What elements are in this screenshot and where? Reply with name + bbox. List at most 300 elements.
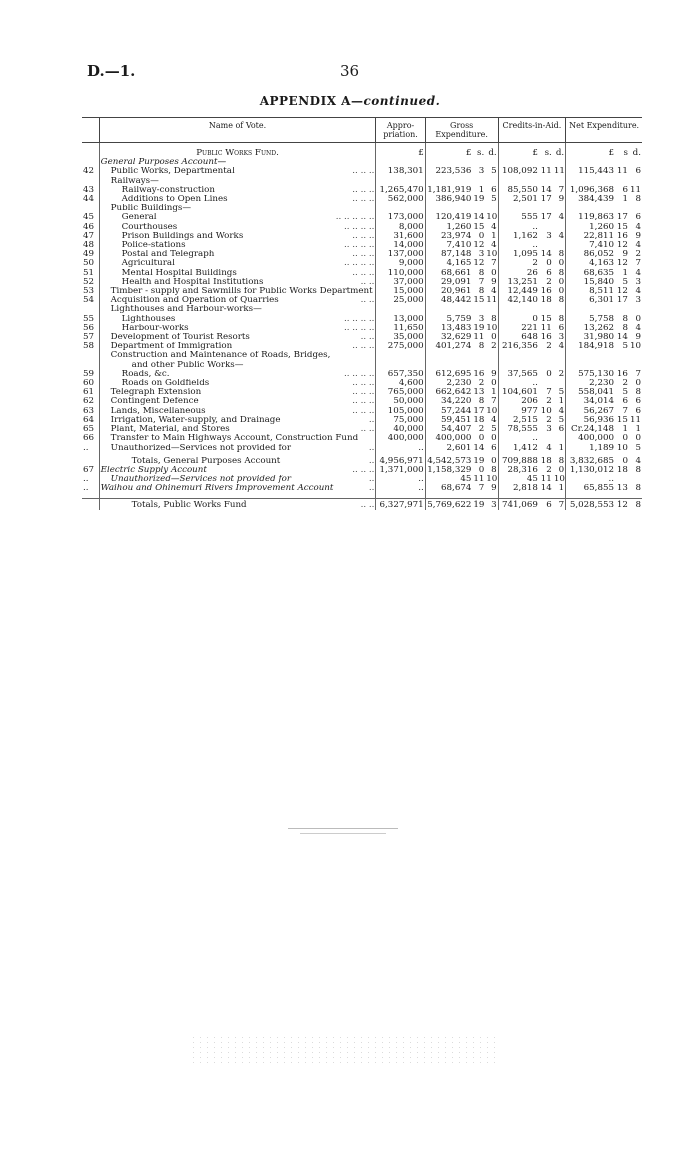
credits-pence-cell: 1 xyxy=(558,484,565,494)
leader-dots: .. .. .. .. xyxy=(344,241,375,251)
net-pounds-cell: 1,130,012 xyxy=(566,466,615,475)
net-pounds-cell: 56,936 xyxy=(566,416,615,425)
net-pounds-cell: 31,980 xyxy=(566,333,615,342)
net-shillings-cell: 5 xyxy=(622,388,628,398)
net-shillings-cell: 9 xyxy=(622,250,628,260)
appropriation-cell: 1,265,470 xyxy=(376,186,425,195)
gross-shillings-cell: 15 xyxy=(473,296,485,306)
net-pounds-cell: 558,041 xyxy=(566,388,615,397)
net-shillings-cell xyxy=(615,158,629,167)
net-shillings-cell: 15 xyxy=(616,415,628,425)
gross-pounds-cell xyxy=(425,305,472,314)
credits-shillings-cell: 7 xyxy=(546,388,552,398)
credits-shillings-cell: 18 xyxy=(540,456,552,466)
net-shillings-cell: 12 xyxy=(616,241,628,251)
credits-pence-cell: 5 xyxy=(558,388,565,398)
appropriation-cell: 765,000 xyxy=(376,388,425,397)
credits-pence-cell: 4 xyxy=(558,406,565,416)
net-shillings-cell: 7 xyxy=(622,406,628,416)
unit-label: s xyxy=(623,148,628,158)
table-header-row xyxy=(82,118,642,143)
net-shillings-cell xyxy=(615,204,629,213)
table-row xyxy=(82,388,642,397)
appropriation-cell xyxy=(376,351,425,360)
net-shillings-cell: 0 xyxy=(622,434,628,444)
credits-shillings-cell: 2 xyxy=(546,397,552,407)
net-shillings-cell: 16 xyxy=(616,369,628,379)
appropriation-cell: 275,000 xyxy=(376,342,425,351)
gross-shillings-cell: 7 xyxy=(478,484,485,494)
appropriation-cell xyxy=(376,158,425,167)
net-pence-cell: 2 xyxy=(635,250,641,260)
vote-name-text: Electric Supply Account xyxy=(100,465,207,475)
credits-pence-cell xyxy=(553,361,566,370)
leader-dots: .. .. .. xyxy=(352,250,375,260)
credits-pence-cell: 4 xyxy=(558,213,565,223)
gross-shillings-cell: 17 xyxy=(473,406,485,416)
appropriation-cell: 110,000 xyxy=(376,269,425,278)
gross-shillings-cell: 14 xyxy=(473,213,485,223)
credits-pounds-cell: 0 xyxy=(498,315,539,324)
net-shillings-cell: 18 xyxy=(616,465,628,475)
credits-pounds-cell xyxy=(498,204,539,213)
vote-name xyxy=(99,204,376,213)
vote-name-text: Transfer to Main Highways Account, Construction Fund xyxy=(110,434,359,444)
net-pence-cell: 3 xyxy=(635,296,641,306)
credits-pounds-cell: 2 xyxy=(498,259,539,268)
credits-shillings-cell: 10 xyxy=(540,406,552,416)
credits-pounds-cell: 216,356 xyxy=(498,342,539,351)
gross-shillings-cell: 3 xyxy=(478,250,485,260)
vote-name xyxy=(99,351,376,360)
table-row xyxy=(82,305,642,314)
credits-pounds-cell: 26 xyxy=(498,269,539,278)
table-row xyxy=(82,158,642,167)
unit-label: £ xyxy=(425,143,472,159)
credits-pence-cell: 2 xyxy=(558,369,565,379)
vote-name xyxy=(99,158,376,167)
gross-pence-cell: 0 xyxy=(491,379,497,389)
net-pence-cell: 4 xyxy=(635,222,641,232)
gross-pence-cell: 5 xyxy=(491,195,497,205)
credits-pence-cell: 8 xyxy=(558,456,565,466)
closing-rule xyxy=(288,828,398,829)
gross-pence-cell: 5 xyxy=(491,425,497,435)
table-row xyxy=(82,397,642,406)
vote-name xyxy=(99,287,376,296)
credits-pence-cell: 1 xyxy=(558,397,565,407)
credits-pounds-cell: 2,501 xyxy=(498,195,539,204)
table-row xyxy=(82,416,642,425)
gross-pounds-cell xyxy=(425,204,472,213)
table-row xyxy=(82,195,642,204)
gross-shillings-cell: 18 xyxy=(473,415,485,425)
credits-pounds-cell: 1,095 xyxy=(498,250,539,259)
net-pence-cell: 0 xyxy=(635,434,641,444)
net-pence-cell: 6 xyxy=(635,406,641,416)
gross-pounds-cell: 223,536 xyxy=(425,167,472,176)
gross-shillings-cell: 3 xyxy=(478,167,485,177)
gross-pence-cell: 8 xyxy=(491,314,497,324)
vote-name-text: Development of Tourist Resorts xyxy=(110,333,250,343)
vote-number: 63 xyxy=(83,406,95,416)
credits-pounds-cell: 648 xyxy=(498,333,539,342)
gross-shillings-cell: 11 xyxy=(473,475,485,485)
vote-number xyxy=(82,498,99,510)
gross-pounds-cell: 4,542,573 xyxy=(427,456,472,466)
appropriation-cell: 31,600 xyxy=(376,232,425,241)
unit-label: d. xyxy=(555,148,565,158)
gross-pounds-cell: 20,961 xyxy=(425,287,472,296)
table-row xyxy=(82,177,642,186)
gross-pence-cell: 4 xyxy=(491,287,497,297)
credits-pence-cell xyxy=(553,204,566,213)
net-shillings-cell: 12 xyxy=(616,259,628,269)
unit-label: £ xyxy=(376,143,425,159)
vote-number: 56 xyxy=(83,323,95,333)
gross-pence-cell: 10 xyxy=(486,250,498,260)
net-pounds-cell: 86,052 xyxy=(566,250,615,259)
gross-shillings-cell: 16 xyxy=(473,369,485,379)
leader-dots: .. .. .. xyxy=(352,342,375,352)
gross-pence-cell: 10 xyxy=(486,475,498,485)
credits-pence-cell: 0 xyxy=(558,277,565,287)
credits-pence-cell xyxy=(553,241,566,250)
net-shillings-cell: 1 xyxy=(622,425,628,435)
vote-name xyxy=(99,241,376,250)
table-row xyxy=(82,351,642,360)
credits-pence-cell: 8 xyxy=(558,314,565,324)
credits-shillings-cell: 3 xyxy=(546,425,552,435)
gross-pence-cell: 7 xyxy=(491,397,497,407)
table-row xyxy=(82,370,642,379)
table-row xyxy=(82,204,642,213)
leader-dots: .. .. .. xyxy=(352,379,375,389)
unit-label: s. xyxy=(477,148,485,158)
gross-pounds-cell: 23,974 xyxy=(425,232,472,241)
leader-dots: .. .. xyxy=(360,499,375,510)
net-pence-cell: 11 xyxy=(629,185,642,195)
credits-pounds-cell: 108,092 xyxy=(498,167,539,176)
credits-shillings-cell: 3 xyxy=(546,231,552,241)
credits-pounds-cell: 13,251 xyxy=(498,278,539,287)
title-continued: continued. xyxy=(363,94,441,108)
vote-name xyxy=(99,305,376,314)
leader-dots: .. .. .. xyxy=(352,465,375,475)
net-pence-cell: 6 xyxy=(635,213,641,223)
gross-pence-cell: 0 xyxy=(491,268,497,278)
net-shillings-cell: 5 xyxy=(622,277,628,287)
appropriation-cell: 15,000 xyxy=(376,287,425,296)
credits-pence-cell: 4 xyxy=(558,342,565,352)
vote-number: 54 xyxy=(83,296,95,306)
net-pounds-cell xyxy=(566,305,615,314)
gross-pence-cell: 6 xyxy=(491,443,497,453)
net-pounds-cell: 34,014 xyxy=(566,397,615,406)
credits-pounds-cell: 1,162 xyxy=(498,232,539,241)
credits-pence-cell xyxy=(553,177,566,186)
credits-shillings-cell: 6 xyxy=(539,498,553,510)
vote-name-text: Totals, Public Works Fund xyxy=(131,499,247,510)
document-code: D.—1. xyxy=(87,62,136,80)
credits-pence-cell: 1 xyxy=(558,443,565,453)
leader-dots: .. .. xyxy=(360,296,375,306)
net-pence-cell: 5 xyxy=(635,443,641,453)
fund-heading: Public Works Fund. xyxy=(99,143,376,159)
appendix-title: APPENDIX A—continued. xyxy=(259,94,441,108)
credits-shillings-cell: 6 xyxy=(546,268,552,278)
appropriation-cell: .. xyxy=(376,484,425,493)
vote-name-text: Additions to Open Lines xyxy=(121,195,228,205)
vote-name-text: Railway-construction xyxy=(121,185,215,195)
gross-shillings-cell xyxy=(472,351,485,360)
vote-name xyxy=(99,388,376,397)
gross-shillings-cell: 12 xyxy=(473,241,485,251)
gross-shillings-cell: 19 xyxy=(473,499,485,510)
credits-shillings-cell xyxy=(539,434,553,443)
gross-pounds-cell: 2,230 xyxy=(425,379,472,388)
net-pence-cell: 11 xyxy=(629,415,642,425)
net-pounds-cell: 384,439 xyxy=(566,195,615,204)
credits-shillings-cell: 4 xyxy=(546,443,552,453)
page-speckle xyxy=(190,1035,500,1063)
credits-pence-cell xyxy=(553,305,566,314)
gross-pounds-cell: 48,442 xyxy=(425,296,472,305)
net-pounds-cell: 1,260 xyxy=(566,223,615,232)
net-shillings-cell: 8 xyxy=(622,323,628,333)
vote-name xyxy=(99,259,376,268)
vote-name-text: Totals, General Purposes Account xyxy=(131,456,281,466)
vote-name-text: Contingent Defence xyxy=(110,397,199,407)
table-row xyxy=(82,296,642,305)
gross-pounds-cell: 68,674 xyxy=(425,484,472,493)
vote-name xyxy=(99,232,376,241)
credits-pounds-cell: 12,449 xyxy=(498,287,539,296)
gross-pence-cell xyxy=(485,158,498,167)
credits-shillings-cell: 2 xyxy=(546,465,552,475)
net-pounds-cell: 400,000 xyxy=(566,434,615,443)
gross-pence-cell: 4 xyxy=(491,241,497,251)
gross-shillings-cell: 19 xyxy=(473,195,485,205)
credits-pence-cell: 8 xyxy=(558,268,565,278)
gross-shillings-cell xyxy=(472,158,485,167)
gross-shillings-cell: 8 xyxy=(478,268,485,278)
vote-name xyxy=(99,167,376,176)
net-pence-cell: 8 xyxy=(635,195,641,205)
gross-pence-cell: 6 xyxy=(491,185,497,195)
net-shillings-cell xyxy=(615,177,629,186)
vote-name-text: Harbour-works xyxy=(121,323,189,333)
net-pounds-cell: 575,130 xyxy=(566,370,615,379)
table-row xyxy=(82,186,642,195)
credits-pounds-cell: 28,316 xyxy=(498,466,539,475)
appropriation-cell: 35,000 xyxy=(376,333,425,342)
credits-pence-cell xyxy=(553,351,566,360)
credits-shillings-cell: 0 xyxy=(546,369,552,379)
credits-shillings-cell xyxy=(539,305,553,314)
vote-name xyxy=(99,434,376,443)
vote-number: .. xyxy=(83,443,89,453)
vote-name xyxy=(99,397,376,406)
vote-name-text: Courthouses xyxy=(121,222,178,232)
name-of-vote-header: Name of Vote. xyxy=(99,118,376,143)
table-row xyxy=(82,278,642,287)
leader-dots: .. .. .. xyxy=(352,167,375,177)
credits-shillings-cell xyxy=(539,158,553,167)
credits-shillings-cell: 0 xyxy=(546,259,552,269)
net-pence-cell: 6 xyxy=(635,397,641,407)
credits-pounds-cell: 104,601 xyxy=(498,388,539,397)
credits-pounds-cell xyxy=(498,177,539,186)
credits-pounds-cell: 78,555 xyxy=(498,425,539,434)
net-pence-cell: 4 xyxy=(635,323,641,333)
vote-name-text: Mental Hospital Buildings xyxy=(121,268,237,278)
net-shillings-cell: 6 xyxy=(622,397,628,407)
gross-pence-cell: 0 xyxy=(491,456,497,466)
vote-name-text: Agricultural xyxy=(121,259,175,269)
appropriation-cell: 25,000 xyxy=(376,296,425,305)
table-row xyxy=(82,407,642,416)
vote-number: 51 xyxy=(83,268,95,278)
vote-number: 44 xyxy=(83,195,95,205)
appropriation-table xyxy=(82,117,642,510)
vote-name-text: Department of Immigration xyxy=(110,342,233,352)
vote-name-text: Prison Buildings and Works xyxy=(121,231,244,241)
vote-number: 53 xyxy=(83,287,95,297)
gross-pounds-cell: 34,220 xyxy=(425,397,472,406)
table-row xyxy=(82,287,642,296)
gross-shillings-cell: 14 xyxy=(473,443,485,453)
table-row xyxy=(82,484,642,493)
leader-dots: .. .. .. xyxy=(352,231,375,241)
vote-number: 62 xyxy=(83,397,95,407)
vote-number: 60 xyxy=(83,379,95,389)
credits-shillings-cell: 11 xyxy=(540,323,552,333)
net-shillings-cell: 17 xyxy=(616,296,628,306)
leader-dots: .. .. xyxy=(360,425,375,435)
gross-shillings-cell: 2 xyxy=(478,425,485,435)
vote-number xyxy=(82,305,99,314)
net-shillings-cell xyxy=(615,361,629,370)
vote-name xyxy=(99,466,376,475)
table-row xyxy=(82,457,642,466)
leader-dots: .. .. .. xyxy=(352,195,375,205)
vote-name-text: Health and Hospital Institutions xyxy=(121,277,264,287)
gross-pence-cell: 1 xyxy=(491,231,497,241)
vote-number: 50 xyxy=(83,259,95,269)
vote-name-text: Roads, &c. xyxy=(121,369,170,379)
vote-number xyxy=(82,177,99,186)
credits-pence-cell: 6 xyxy=(558,425,565,435)
leader-dots: .. .. .. .. xyxy=(344,369,375,379)
net-shillings-cell: 10 xyxy=(616,443,628,453)
vote-name-text: Unauthorized—Services not provided for xyxy=(110,443,292,453)
credits-pounds-cell: 741,069 xyxy=(498,498,539,510)
vote-name xyxy=(99,425,376,434)
credits-pounds-cell: 45 xyxy=(498,475,539,484)
vote-number: 67 xyxy=(83,465,95,475)
gross-pounds-cell: 400,000 xyxy=(425,434,472,443)
vote-number: 47 xyxy=(83,231,95,241)
gross-pounds-cell: 5,759 xyxy=(425,315,472,324)
net-pounds-cell xyxy=(566,177,615,186)
vote-name xyxy=(99,324,376,333)
net-pounds-cell: 56,267 xyxy=(566,407,615,416)
credits-pounds-cell: 2,515 xyxy=(498,416,539,425)
gross-pounds-cell xyxy=(425,361,472,370)
appropriation-cell: 37,000 xyxy=(376,278,425,287)
gross-shillings-cell: 19 xyxy=(473,456,485,466)
vote-name-text: Timber - supply and Sawmills for Public Works Department xyxy=(110,287,373,297)
credits-pence-cell xyxy=(553,223,566,232)
vote-name xyxy=(99,177,376,186)
gross-pence-cell: 10 xyxy=(486,213,498,223)
vote-name-text: General xyxy=(121,213,157,223)
appropriation-cell: 14,000 xyxy=(376,241,425,250)
gross-pence-cell: 4 xyxy=(491,222,497,232)
vote-name xyxy=(99,498,376,510)
net-pence-cell: 7 xyxy=(635,259,641,269)
table-row xyxy=(82,498,642,510)
gross-pounds-cell: 45 xyxy=(425,475,472,484)
vote-name xyxy=(99,379,376,388)
gross-shillings-cell: 11 xyxy=(473,333,485,343)
gross-pounds-cell: 1,158,329 xyxy=(427,465,472,475)
net-pence-cell: 4 xyxy=(635,268,641,278)
credits-pence-cell: 9 xyxy=(558,195,565,205)
net-pounds-cell: 22,811 xyxy=(566,232,615,241)
credits-pounds-cell: 2,818 xyxy=(498,484,539,493)
net-pence-cell: 4 xyxy=(635,287,641,297)
unit-label: s. xyxy=(544,148,552,158)
net-shillings-cell: 11 xyxy=(616,167,628,177)
table-row xyxy=(82,333,642,342)
credits-shillings-cell: 2 xyxy=(546,415,552,425)
gross-shillings-cell: 1 xyxy=(478,185,485,195)
net-pence-cell: 6 xyxy=(635,167,641,177)
leader-dots: .. .. .. .. xyxy=(344,323,375,333)
appropriation-cell: .. xyxy=(376,444,425,453)
vote-number: 48 xyxy=(83,241,95,251)
credits-in-aid-header: Credits-in-Aid. xyxy=(498,118,566,143)
net-pounds-cell: Cr.24,148 xyxy=(566,425,615,434)
vote-name xyxy=(99,457,376,466)
table-row xyxy=(82,466,642,475)
table-row xyxy=(82,379,642,388)
gross-pounds-cell: 68,661 xyxy=(425,269,472,278)
gross-pence-cell xyxy=(485,305,498,314)
net-pounds-cell: 5,028,553 xyxy=(566,498,615,510)
vote-number xyxy=(82,361,99,370)
net-shillings-cell xyxy=(615,475,629,484)
credits-pounds-cell: 1,412 xyxy=(498,444,539,453)
net-shillings-cell: 0 xyxy=(622,456,628,466)
vote-name xyxy=(99,269,376,278)
net-shillings-cell: 15 xyxy=(616,222,628,232)
credits-pounds-cell: 977 xyxy=(498,407,539,416)
net-pence-cell xyxy=(629,204,642,213)
net-pence-cell xyxy=(629,351,642,360)
gross-shillings-cell xyxy=(472,305,485,314)
gross-pounds-cell: 29,091 xyxy=(425,278,472,287)
gross-pounds-cell: 4,165 xyxy=(425,259,472,268)
vote-name-text: Acquisition and Operation of Quarries xyxy=(110,296,279,306)
appropriation-cell: 562,000 xyxy=(376,195,425,204)
gross-shillings-cell: 8 xyxy=(478,287,485,297)
gross-pounds-cell: 5,769,622 xyxy=(427,499,472,510)
vote-name-text: Public Works, Departmental xyxy=(110,167,235,177)
credits-pounds-cell: 555 xyxy=(498,213,539,222)
